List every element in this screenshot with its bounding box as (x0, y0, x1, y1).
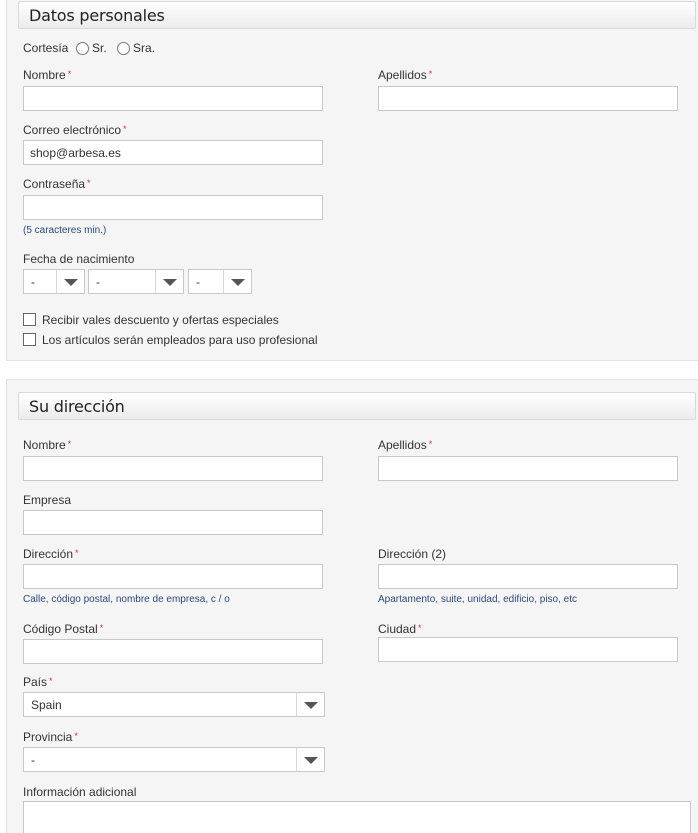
birthdate-label: Fecha de nacimiento (23, 252, 135, 266)
birth-day-select[interactable] (23, 269, 85, 294)
password-hint: (5 caracteres min.) (23, 225, 107, 236)
required-marker: * (49, 676, 53, 686)
address2-input[interactable] (378, 564, 678, 589)
province-label: Provincia * (23, 730, 78, 744)
address-title: Su dirección (29, 397, 125, 416)
province-value: - (31, 753, 35, 767)
required-marker: * (74, 731, 78, 741)
personal-info-panel (6, 0, 698, 361)
required-marker: * (75, 548, 79, 558)
required-marker: * (428, 439, 433, 449)
personal-info-header (18, 1, 696, 29)
address-first-name-label: Nombre * (23, 438, 72, 452)
mr-label[interactable]: Sr. (92, 41, 107, 55)
birth-year-select[interactable] (188, 269, 252, 294)
professional-use-label[interactable]: Los artículos serán empleados para uso profesional (42, 333, 318, 347)
address1-label: Dirección * (23, 547, 79, 561)
required-marker: * (99, 623, 104, 633)
additional-info-textarea[interactable] (23, 801, 691, 833)
chevron-down-icon[interactable] (296, 748, 324, 771)
chevron-down-icon[interactable] (56, 270, 84, 293)
postcode-label: Código Postal * (23, 622, 104, 636)
mrs-label[interactable]: Sra. (133, 41, 156, 55)
birth-month-select[interactable] (88, 269, 184, 294)
birth-day-value: - (31, 275, 35, 289)
newsletter-checkbox[interactable] (23, 313, 36, 326)
city-label: Ciudad * (378, 622, 422, 636)
professional-use-checkbox[interactable] (23, 333, 36, 346)
country-select[interactable] (23, 692, 325, 717)
personal-info-title: Datos personales (29, 6, 165, 25)
address2-label: Dirección (2) (378, 547, 447, 561)
birth-year-value: - (196, 275, 200, 289)
birth-month-value: - (96, 275, 100, 289)
address-header (18, 392, 696, 420)
address-panel (6, 379, 698, 833)
address1-input[interactable] (23, 564, 323, 589)
required-marker: * (418, 623, 422, 633)
courtesy-label: Cortesía (23, 41, 69, 55)
last-name-label: Apellidos * (378, 68, 433, 82)
email-label: Correo electrónico * (23, 123, 127, 137)
first-name-input[interactable] (23, 86, 323, 111)
chevron-down-icon[interactable] (296, 693, 324, 716)
address1-hint: Calle, código postal, nombre de empresa, c / o (23, 594, 230, 605)
password-label: Contraseña * (23, 177, 91, 191)
first-name-label: Nombre * (23, 68, 72, 82)
address-last-name-input[interactable] (378, 456, 678, 481)
email-input[interactable] (23, 140, 323, 165)
required-marker: * (428, 69, 433, 79)
country-value: Spain (31, 698, 62, 712)
chevron-down-icon[interactable] (155, 270, 183, 293)
address2-hint: Apartamento, suite, unidad, edificio, piso, etc (378, 594, 578, 605)
required-marker: * (67, 69, 72, 79)
address-first-name-input[interactable] (23, 456, 323, 481)
mrs-radio[interactable] (117, 42, 130, 55)
required-marker: * (67, 439, 72, 449)
city-input[interactable] (378, 637, 678, 662)
newsletter-label[interactable]: Recibir vales descuento y ofertas especiales (42, 313, 279, 327)
additional-info-label: Información adicional (23, 785, 137, 799)
address-last-name-label: Apellidos * (378, 438, 433, 452)
required-marker: * (123, 124, 127, 134)
password-input[interactable] (23, 195, 323, 220)
province-select[interactable] (23, 747, 325, 772)
country-label: País * (23, 675, 53, 689)
last-name-input[interactable] (378, 86, 678, 111)
mr-radio[interactable] (76, 42, 89, 55)
postcode-input[interactable] (23, 639, 323, 664)
chevron-down-icon[interactable] (223, 270, 251, 293)
required-marker: * (87, 178, 91, 188)
company-label: Empresa (23, 493, 72, 507)
company-input[interactable] (23, 510, 323, 535)
